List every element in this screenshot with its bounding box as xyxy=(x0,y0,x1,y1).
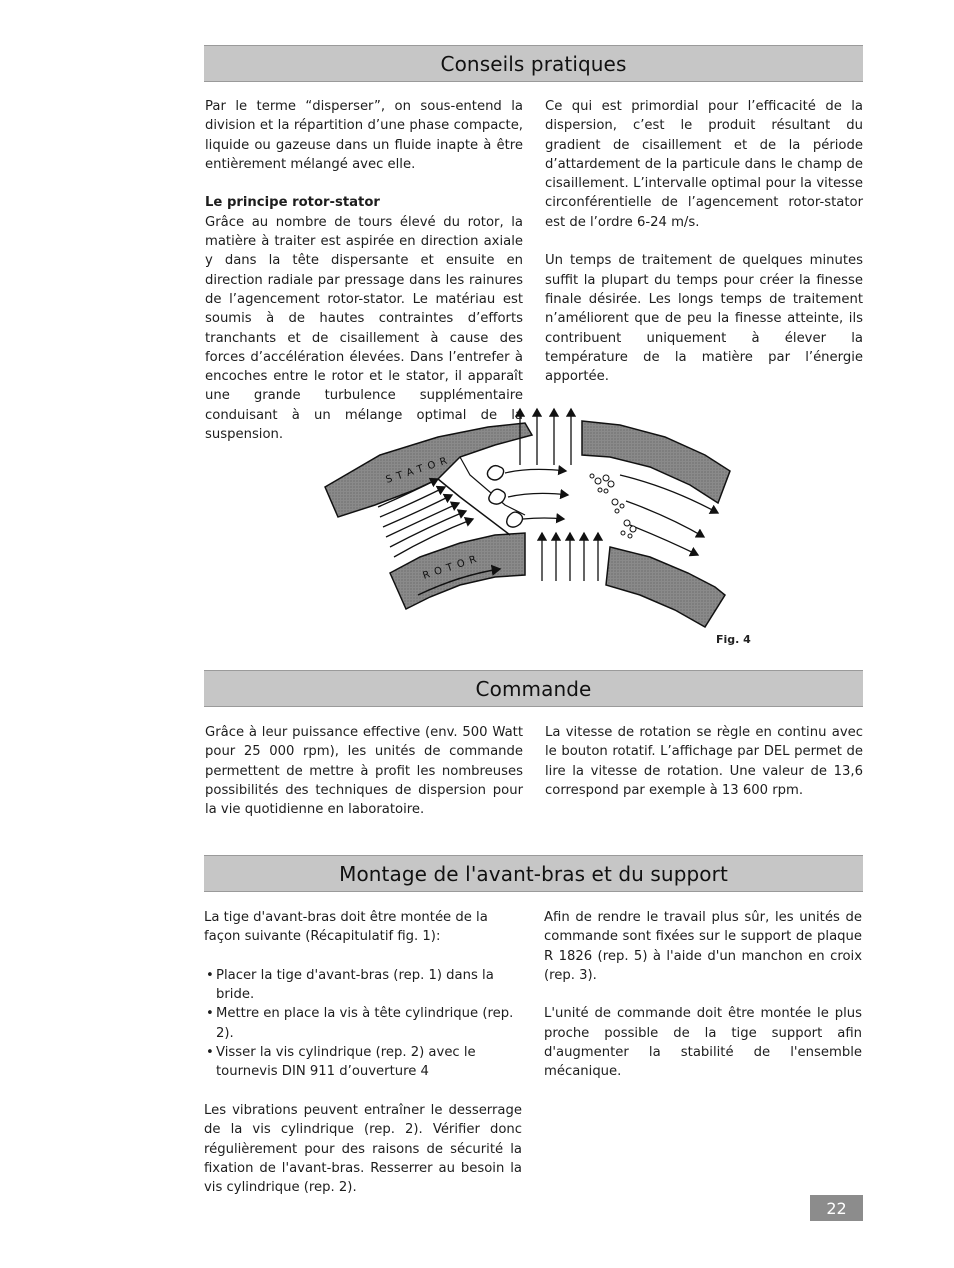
rotor-label: ROTOR xyxy=(421,552,483,582)
section-title: Montage de l'avant-bras et du support xyxy=(339,861,728,886)
subheading: Le principe rotor-stator xyxy=(205,195,380,211)
paragraph: Grâce au nombre de tours élevé du rotor, la matière à traiter est aspirée en direction axiale y dans la tête dispersante et ensuite en direction radiale par pressage dans les rainures de l’agencement rotor-stator. Le matériau est soumis à de hautes contraintes d’efforts tranchants et de cisaillement à cause des forces d’accélération élevées. Dans l’entrefer à encoches entre le rotor et le stator, il apparaît une grande turbulence supplémentaire conduisant à un mélange optimal de la suspension. xyxy=(205,214,523,443)
page-number: 22 xyxy=(810,1195,863,1221)
montage-left-column xyxy=(204,908,522,1197)
section-header-commande xyxy=(204,670,863,707)
section-header-montage xyxy=(204,855,863,892)
stator-lower-right xyxy=(606,547,725,627)
section-header-conseils xyxy=(204,45,863,82)
paragraph: La tige d'avant-bras doit être montée de la façon suivante (Récapitulatif fig. 1): xyxy=(204,910,488,945)
conseils-right-column xyxy=(545,97,863,386)
stator-label: STATOR xyxy=(384,454,454,486)
figure-caption: Fig. 4 xyxy=(716,633,751,646)
paragraph: Afin de rendre le travail plus sûr, les unités de commande sont fixées sur le support de plaque R 1826 (rep. 5) à l'aide d'un manchon en croix (rep. 3). xyxy=(544,910,862,983)
up-arrows-bottom xyxy=(542,533,598,581)
paragraph: L'unité de commande doit être montée le plus proche possible de la tige support afin d'augmenter la stabilité de l'ensemble mécanique. xyxy=(544,1006,862,1080)
list-item: • Visser la vis cylindrique (rep. 2) avec le tournevis DIN 911 d’ouverture 4 xyxy=(204,1043,522,1082)
section-title: Conseils pratiques xyxy=(440,51,627,76)
paragraph: La vitesse de rotation se règle en continu avec le bouton rotatif. L’affichage par DEL permet de lire la vitesse de rotation. Une valeur de 13,6 correspond par exemple à 13 600 rpm. xyxy=(545,725,863,798)
montage-right-column xyxy=(544,908,862,1082)
paragraph: Les vibrations peuvent entraîner le desserrage de la vis cylindrique (rep. 2). Vérifier donc régulièrement pour des raisons de sécurité la fixation de l'avant-bras. Resserrer au besoin la vis cylindrique (rep. 2). xyxy=(204,1102,522,1196)
up-arrows-top xyxy=(520,409,571,465)
section-title: Commande xyxy=(475,676,592,701)
paragraph: Par le terme “disperser”, on sous-entend la division et la répartition d’une phase compacte, liquide ou gazeuse dans un fluide inapte à être entièrement mélangé avec elle. xyxy=(205,99,523,172)
instruction-list xyxy=(204,966,522,1082)
particles-left xyxy=(487,466,522,527)
paragraph: Un temps de traitement de quelques minutes suffit la plupart du temps pour créer la finesse finale désirée. Les longs temps de traitement n’améliorent que de peu la finesse atteinte, ils contribuent uniquement à élever la température de la matière par l’énergie apportée. xyxy=(545,253,863,385)
rotor-stator-diagram xyxy=(320,405,760,650)
paragraph: Ce qui est primordial pour l’efficacité de la dispersion, c’est le produit résultant du gradient de cisaillement et de la période d’attardement de la particule dans le champ de cisaillement. L’intervalle optimal pour la vitesse circonférentielle de l’agencement rotor-stator est de l’ordre 6-24 m/s. xyxy=(545,99,863,230)
paragraph: Grâce à leur puissance effective (env. 500 Watt pour 25 000 rpm), les unités de commande permettent de mettre à profit les nombreuses possibilités des techniques de dispersion pour la vie quotidienne en laboratoire. xyxy=(205,725,523,818)
commande-right-column xyxy=(545,723,863,800)
conseils-left-column xyxy=(205,97,523,444)
commande-left-column xyxy=(205,723,523,819)
particles-right xyxy=(590,474,636,538)
list-item: • Placer la tige d'avant-bras (rep. 1) dans la bride. xyxy=(204,966,522,1005)
list-item: • Mettre en place la vis à tête cylindrique (rep. 2). xyxy=(204,1004,522,1043)
